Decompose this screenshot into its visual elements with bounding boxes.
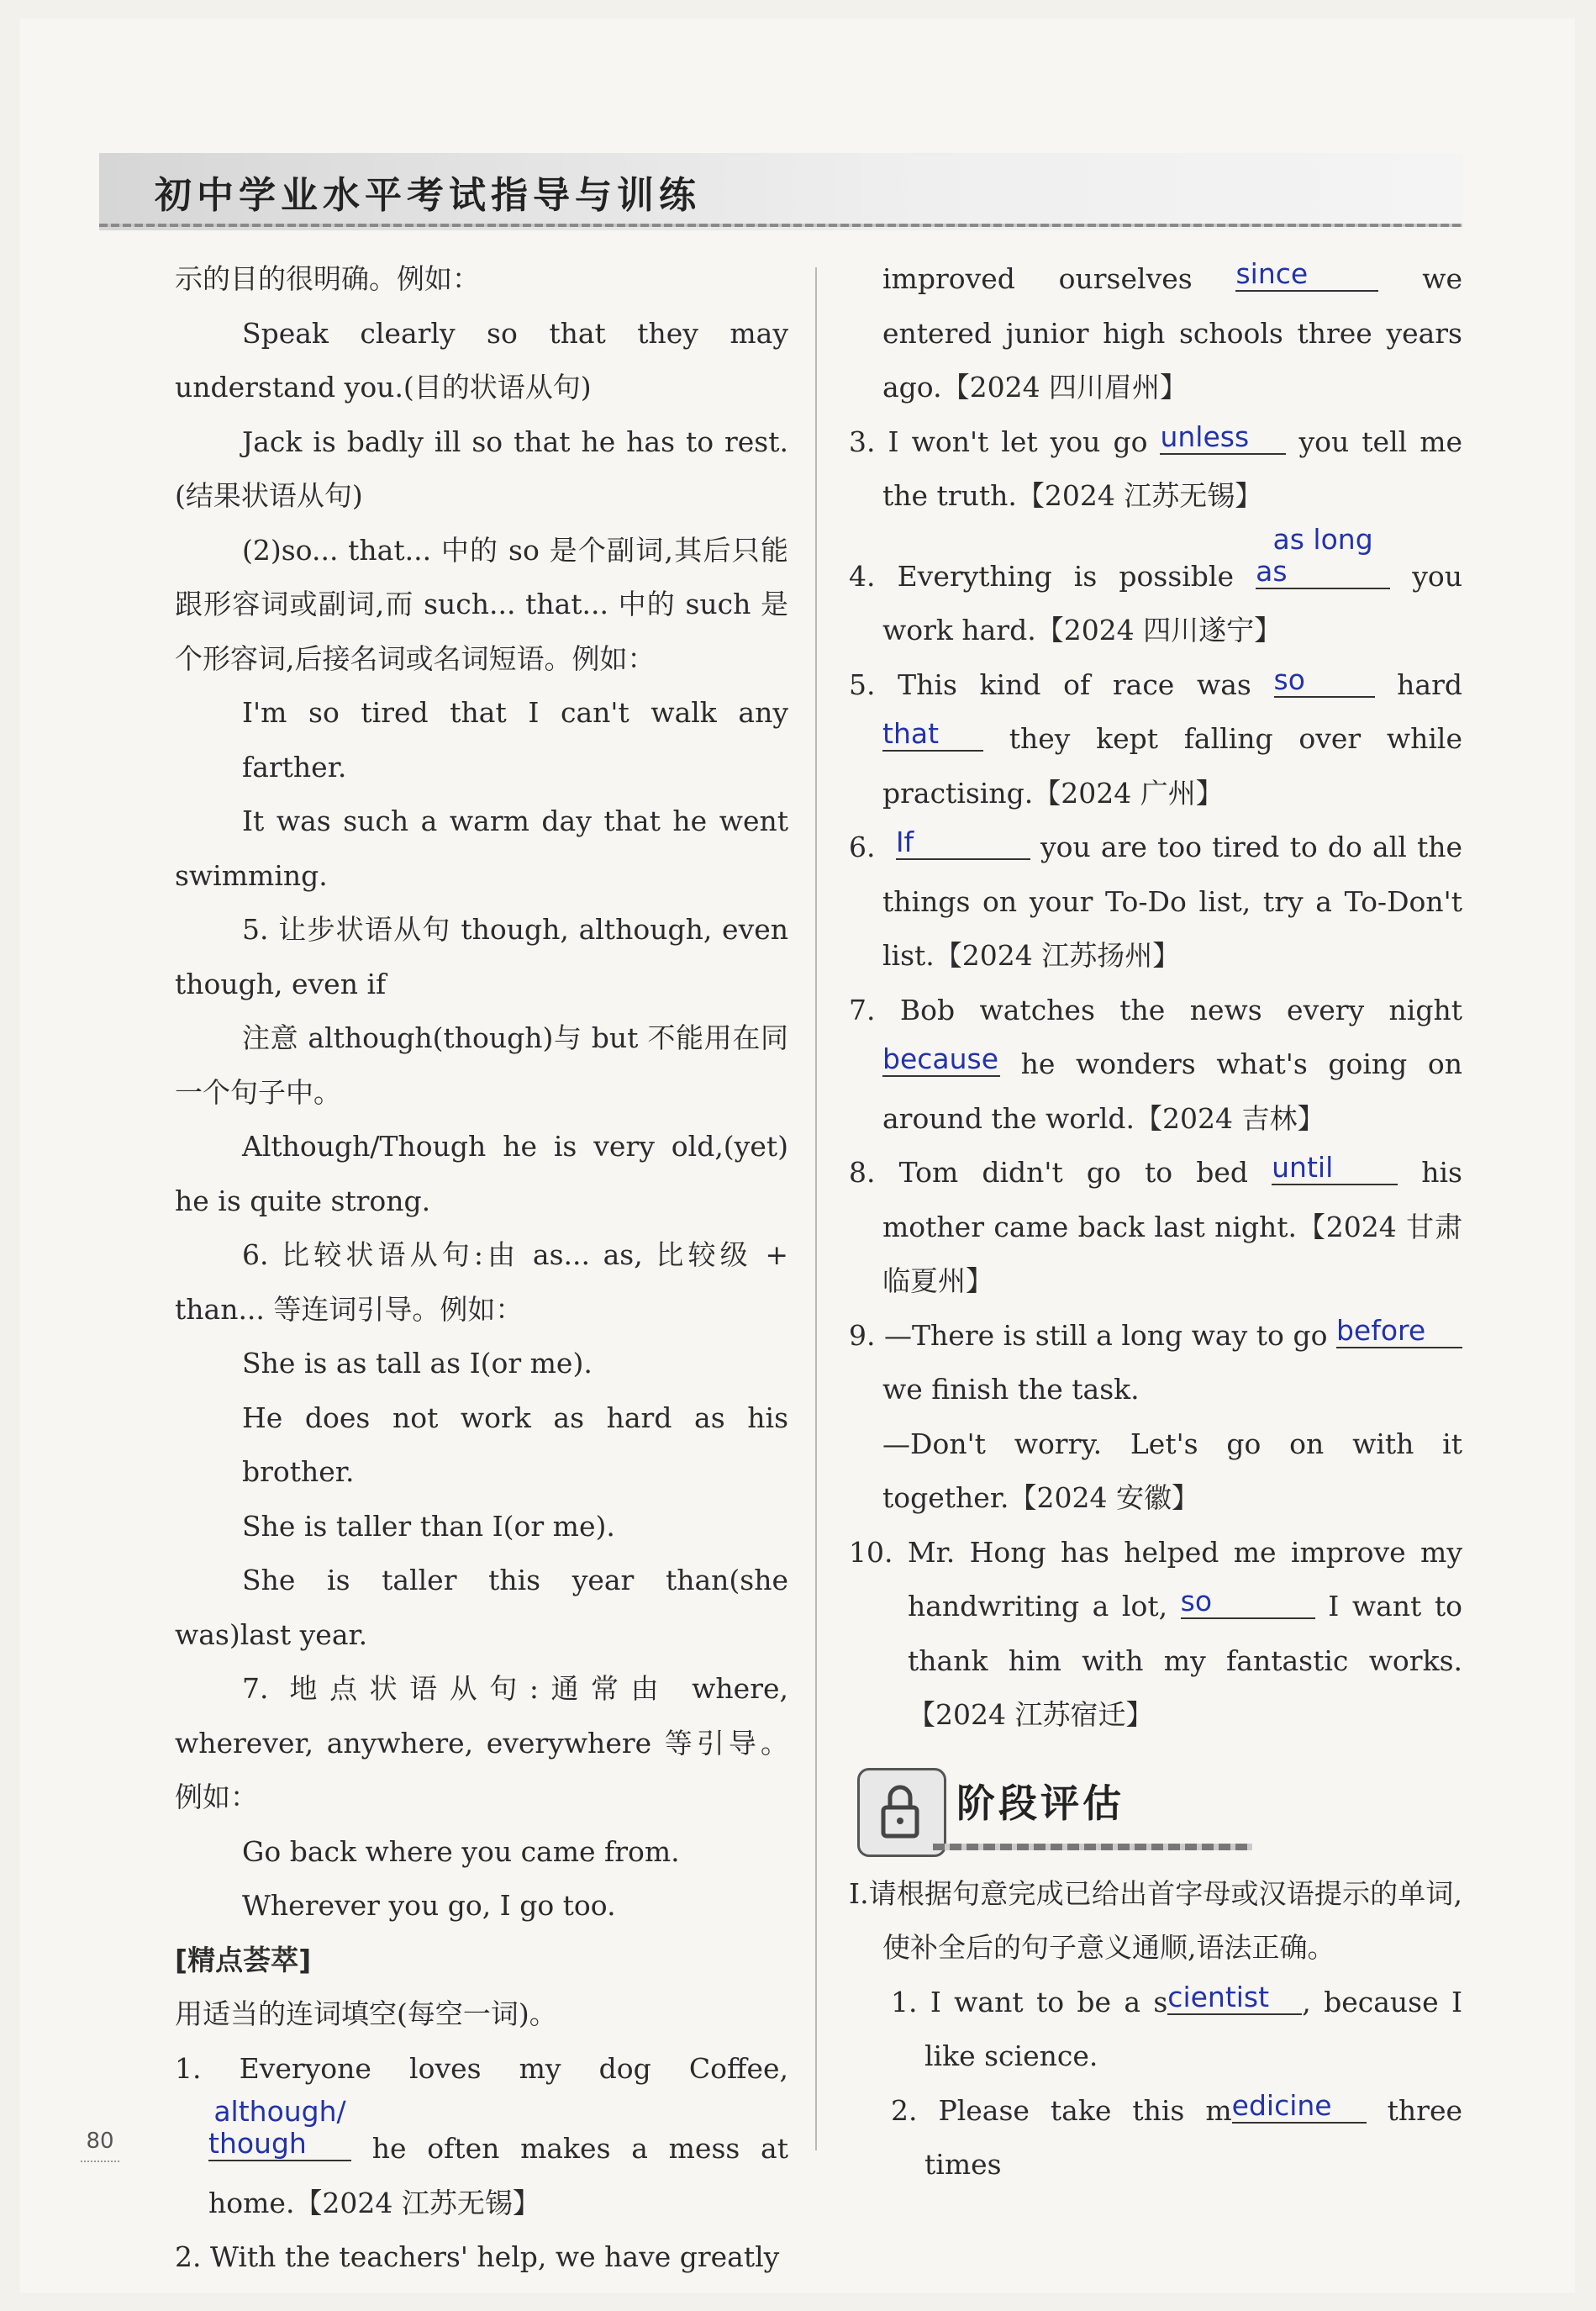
exercise-item-1: 1. Everyone loves my dog Coffee, although/ though he often makes a mess at home.【2024 江苏无锡】 xyxy=(175,2051,788,2219)
exercise-item-9-reply: —Don't worry. Let's go on with it together.【2024 安徽】 xyxy=(882,1427,1462,1514)
left-paragraph: Jack is badly ill so that he has to rest.(结果状语从句) xyxy=(175,425,788,512)
left-paragraph: Go back where you came from. xyxy=(242,1834,680,1868)
evaluation-item-1: 1. I want to be a scientist , because I like science. xyxy=(891,1980,1462,2072)
column-divider xyxy=(815,267,817,2150)
left-paragraph: 注意 although(though)与 but 不能用在同一个句子中。 xyxy=(175,1021,788,1109)
left-paragraph: Speak clearly so that they may understand you.(目的状语从句) xyxy=(175,316,788,404)
right-column xyxy=(849,252,1462,2192)
exercise-item-5: 5. This kind of race was so hard that they kept falling over while practising.【2024 广州】 xyxy=(849,662,1462,810)
left-paragraph: (2)so... that... 中的 so 是个副词,其后只能跟形容词或副词,而 such... that... 中的 such 是个形容词,后接名词或名词短语。例如： xyxy=(175,533,788,675)
left-paragraph: She is as tall as I(or me). xyxy=(242,1347,593,1380)
answer-blank[interactable]: If xyxy=(896,826,1030,860)
left-paragraph: 6. 比较状语从句:由 as... as, 比较级 + than... 等连词引导。例如： xyxy=(175,1238,788,1326)
exercise-item-10: 10. Mr. Hong has helped me improve my handwriting a lot, so I want to thank him with my fantastic works.【2024 江苏宿迁】 xyxy=(849,1535,1462,1731)
evaluation-underline xyxy=(933,1844,1252,1850)
exercise-item-7: 7. Bob watches the news every night because he wonders what's going on around the world.【2024 吉林】 xyxy=(849,993,1462,1135)
answer-blank[interactable]: so xyxy=(1181,1586,1315,1619)
answer-blank[interactable]: that xyxy=(882,718,983,752)
exercise-item-2-start: 2. With the teachers' help, we have greatly xyxy=(175,2240,780,2273)
answer-blank[interactable]: so xyxy=(1274,664,1375,698)
exercise-item-9: 9. —There is still a long way to go before we finish the task. xyxy=(849,1309,1462,1417)
left-column xyxy=(175,252,788,2285)
book-title: 初中学业水平考试指导与训练 xyxy=(155,174,701,217)
exercise-item-4: 4. Everything is possible as long as you work hard.【2024 四川遂宁】 xyxy=(849,522,1462,646)
page-number: 80 xyxy=(81,2122,119,2162)
answer-blank[interactable]: cientist xyxy=(1167,1981,1302,2015)
exercise-item-6: 6. If you are too tired to do all the things on your To-Do list, try a To-Don't list.【2024 江苏扬州】 xyxy=(849,826,1462,972)
exercise-item-8: 8. Tom didn't go to bed until his mother came back last night.【2024 甘肃临夏州】 xyxy=(849,1151,1462,1297)
header-rule xyxy=(99,224,1462,227)
exercise-item-3: 3. I won't let you go unless you tell me the truth.【2024 江苏无锡】 xyxy=(849,419,1463,512)
answer-blank[interactable]: although/ though xyxy=(208,2096,351,2161)
answer-blank[interactable]: until xyxy=(1272,1152,1398,1185)
evaluation-section-instruction: Ⅰ.请根据句意完成已给出首字母或汉语提示的单词,使补全后的句子意义通顺,语法正确。 xyxy=(849,1876,1462,1964)
left-paragraph: It was such a warm day that he went swimming. xyxy=(175,805,788,892)
evaluation-title: 阶段评估 xyxy=(956,1780,1125,1826)
stage-evaluation-banner xyxy=(849,1760,1462,1860)
exercise-item-2-cont: improved ourselves since we entered junior high schools three years ago.【2024 四川眉州】 xyxy=(882,257,1462,404)
evaluation-item-2: 2. Please take this medicine three times xyxy=(891,2088,1463,2181)
left-paragraph: 7. 地点状语从句:通常由 where, wherever, anywhere, everywhere 等引导。例如： xyxy=(175,1672,788,1813)
left-paragraph: He does not work as hard as his brother. xyxy=(242,1401,788,1488)
left-paragraph: 用适当的连词填空(每空一词)。 xyxy=(175,1997,557,2030)
left-paragraph: 5. 让步状语从句 though, although, even though, even if xyxy=(175,913,788,1000)
left-paragraph: She is taller this year than(she was)last year. xyxy=(175,1564,788,1651)
left-paragraph: Although/Though he is very old,(yet) he is quite strong. xyxy=(175,1130,788,1217)
left-paragraph: [精点荟萃] xyxy=(175,1943,312,1976)
left-paragraph: 示的目的很明确。例如： xyxy=(175,262,480,295)
answer-blank[interactable]: since xyxy=(1235,258,1378,292)
answer-blank[interactable]: edicine xyxy=(1232,2090,1367,2124)
left-paragraph: I'm so tired that I can't walk any farther. xyxy=(242,696,788,784)
answer-blank[interactable]: before xyxy=(1336,1315,1462,1348)
left-paragraph: She is taller than I(or me). xyxy=(242,1509,615,1543)
answer-blank[interactable]: as long as xyxy=(1256,524,1390,589)
answer-blank[interactable]: because xyxy=(882,1042,999,1075)
left-paragraph: Wherever you go, I go too. xyxy=(242,1889,616,1922)
answer-blank[interactable]: unless xyxy=(1160,421,1286,455)
left-paragraphs xyxy=(175,252,788,2042)
